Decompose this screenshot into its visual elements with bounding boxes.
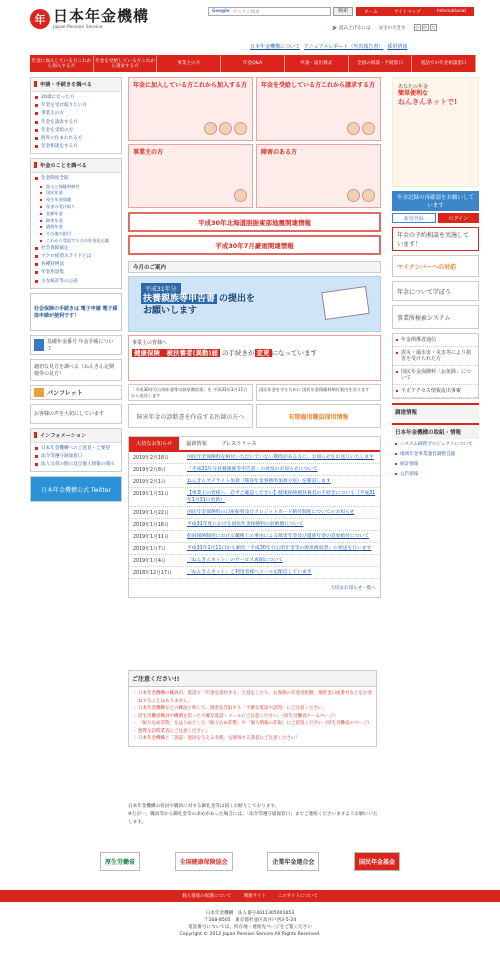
right-link[interactable]: 年金関係者通信 — [393, 334, 478, 347]
news-link[interactable]: 【事業主の皆様へ 必ずご確認ください】健康保険被扶養者の手続きについて（平成31年1月31日更新） — [187, 491, 376, 503]
withholding-slip-banner[interactable]: 「平成30年分公的年金等の源泉徴収票」を 平成31年1月11日から発送します — [128, 384, 253, 401]
audience-tiles — [128, 77, 381, 208]
privacy-link[interactable]: 個人情報の保護について — [182, 894, 232, 899]
caution-item[interactable]: ・ 日本年金機構と「誤認・混同を与える名称」を使用する業者にご注意ください！ — [132, 735, 373, 743]
logo-mark-icon: 年 — [30, 9, 50, 29]
news-date: 2019年2月8日 — [133, 468, 166, 473]
news-date: 2019年1月31日 — [133, 492, 169, 497]
annual-report-link[interactable]: アニュアルレポート（年次報告書） — [303, 44, 384, 50]
site-logo[interactable] — [30, 8, 149, 30]
search-placeholder: カスタム検索 — [232, 9, 260, 15]
sidebar-link[interactable]: 年金を受給の方 — [35, 127, 117, 135]
reservation-banner[interactable]: 年金の予約相談を実施しています！ — [392, 227, 479, 251]
monthly-guide-heading: 今月のご案内 — [128, 261, 381, 273]
gnav-item[interactable]: 電話での年金相談窓口 — [412, 55, 476, 72]
sidebar-sublink[interactable]: 国民年金 — [35, 190, 117, 197]
news-date: 2019年1月7日 — [133, 547, 166, 552]
news-row — [129, 488, 380, 507]
initiatives-section: 日本年金機構の取組・情報 システム刷新プロジェクトについて 地域年金事業運営調整会議 統計情報 公告情報 — [392, 423, 479, 479]
employer-notice-banner[interactable]: 事業主の皆様へ 健康保険 被扶養者(異動)届 の手続きが 変更 になっています — [128, 335, 381, 381]
news-link[interactable]: 「ねんきんネット」のサービス再開について — [187, 558, 283, 563]
about-site-link[interactable]: このサイトについて — [277, 894, 318, 899]
news-link[interactable]: 平成31年1月11日から順次「平成30年分公的年金等の源泉徴収票」の発送を行います — [187, 546, 372, 551]
sidebar-link[interactable]: 20歳になった方 — [35, 94, 117, 102]
gnav-item[interactable]: 年金に加入している方これから加入する方 — [30, 55, 94, 72]
news-link[interactable]: 船員保険制度における職務上の事由による障害年金及び遺族年金の追加給付について — [187, 534, 370, 539]
tile-recipients[interactable]: 年金を受給している方これから請求する方 — [256, 77, 381, 141]
right-link[interactable]: 不正アクセス情報流出事案 — [393, 385, 478, 398]
news-link[interactable]: 平成31年度における国民年金保険料の前納額について — [187, 522, 304, 527]
tile-enrollees[interactable]: 年金に加入している方これから加入する方 — [128, 77, 253, 141]
initiative-link[interactable]: システム刷新プロジェクトについて — [392, 439, 479, 449]
elderly-icon — [347, 122, 375, 135]
nenkin-net-banner[interactable]: あなたの年金 簡単便利な ねんきんネットで! — [392, 77, 479, 187]
news-row — [129, 464, 380, 476]
record-check-button[interactable]: 年金記録の再確認をお願いしています — [392, 191, 479, 211]
tile-employers[interactable]: 事業主の方 — [128, 144, 253, 208]
news-row — [129, 452, 380, 464]
procedure-box — [30, 77, 122, 154]
related-sites-link[interactable]: 関連サイト — [243, 894, 266, 899]
news-row — [129, 519, 380, 531]
sitemap-link[interactable]: サイトマップ — [394, 9, 421, 15]
sidebar-link[interactable]: 海外に住まわれる方 — [35, 135, 117, 143]
initiative-link[interactable]: 統計情報 — [392, 459, 479, 469]
news-date: 2019年1月4日 — [133, 559, 166, 564]
form-icon — [321, 286, 369, 320]
gnav-item[interactable]: 年金Q&A — [221, 55, 285, 72]
top-links — [356, 7, 474, 16]
sidebar-sublink[interactable]: 障害年金 — [35, 218, 117, 225]
font-large-button[interactable]: 大 — [431, 25, 436, 30]
sidebar-link[interactable]: 年金用語集 — [35, 269, 117, 277]
news-box — [128, 436, 381, 598]
caution-box — [128, 670, 377, 747]
news-date: 2019年1月22日 — [133, 511, 169, 516]
doctor-banner[interactable]: 障害年金の診断書を作成する医師の方へ — [128, 404, 253, 428]
tab-latest[interactable]: 最新情報 — [186, 441, 207, 447]
recruit-banner[interactable]: 有期雇用職員採用情報 — [256, 404, 381, 428]
recruit-link[interactable]: 採用情報 — [387, 44, 408, 50]
sidebar-link[interactable]: 社会保障協定 — [35, 245, 117, 253]
sidebar-sublink[interactable]: 厚生年金保険 — [35, 197, 117, 204]
sidebar-sublink[interactable]: 加入と保険料納付 — [35, 184, 117, 191]
news-date: 2019年2月1日 — [133, 480, 166, 485]
sidebar-sublink[interactable]: その他の給付 — [35, 231, 117, 238]
employer-icon — [234, 189, 247, 202]
right-links — [392, 333, 479, 399]
news-date: 2019年2月18日 — [133, 456, 169, 461]
pfa-logo[interactable]: 企業年金連合会 — [267, 852, 319, 871]
sidebar-sublink[interactable]: 遺族年金 — [35, 224, 117, 231]
wheelchair-icon — [347, 189, 375, 202]
news-link[interactable]: 「ねんきんネット」ご利用者様へメールを配信しています — [187, 570, 312, 575]
logo-subtitle: Japan Pension Service — [53, 25, 103, 30]
sidebar-link[interactable]: 法人文書の開示及び個人情報の開示 — [35, 461, 117, 469]
header — [0, 0, 500, 42]
tab-important[interactable]: 大切なお知らせ — [129, 437, 179, 450]
news-row — [129, 507, 380, 519]
sidebar-link[interactable]: 年金を受け取りたい方 — [35, 102, 117, 110]
npf-logo[interactable]: 国民年金基金 — [354, 852, 400, 871]
initiative-link[interactable]: 地域年金事業運営調整会議 — [392, 449, 479, 459]
pamphlet-banner[interactable]: パンフレット — [30, 385, 122, 400]
caution-item[interactable]: ・ 「振り込め詐欺」をはじめとした「振り込め詐欺」や「個人情報の詐取」にご留意ください（厚生労働省のページ） — [132, 720, 373, 728]
procurement-section — [392, 403, 479, 419]
sidebar-link[interactable]: 年金を請求する方 — [35, 119, 117, 127]
mhlw-logo[interactable]: 厚生労働省 — [100, 852, 140, 871]
caution-item[interactable]: ・ 悪質な訪問業者にご注意ください。 — [132, 728, 373, 736]
right-sidebar — [392, 77, 479, 479]
pension-number-banner[interactable]: 基礎年金番号 年金手帳について — [30, 335, 122, 355]
mynumber-banner[interactable]: マイナンバーへの対応 — [392, 255, 479, 277]
news-row — [129, 543, 380, 555]
font-small-button[interactable]: 小 — [415, 25, 420, 30]
news-date: 2019年1月11日 — [133, 535, 169, 540]
search-button[interactable]: 検索 — [333, 7, 353, 16]
international-link[interactable]: International — [437, 9, 466, 14]
book-icon — [34, 388, 44, 397]
news-row — [129, 476, 380, 488]
info-box — [30, 428, 122, 473]
premium-notice-banner[interactable]: 国民年金を守るために 国民年金保険料納付案内を送ります — [256, 384, 381, 401]
sidebar-sublink[interactable]: 年金の受け取り — [35, 204, 117, 211]
about-link[interactable]: 日本年金機構について — [250, 44, 300, 50]
left-sidebar — [30, 77, 122, 506]
flood-info-link[interactable]: 平成30年7月豪雨関連情報 — [128, 235, 381, 255]
office-search-banner[interactable]: 事業所検索システム — [392, 305, 479, 329]
google-label: Google — [212, 9, 230, 14]
gnav-item[interactable]: 年金を受給している方これから請求する方 — [94, 55, 158, 72]
font-size-label: 文字の大きさ — [378, 25, 406, 31]
news-row — [129, 531, 380, 543]
caution-item[interactable]: ・ 厚生労働省職員や機関を装った不審な電話・メールにご注意ください。（厚生労働省ホームページ） — [132, 713, 373, 721]
sidebar-link[interactable]: 各種特例法 — [35, 261, 117, 269]
news-link[interactable]: 「平成31年分扶養親族等申告書」の再度のお知らせについて — [187, 467, 318, 472]
news-date: 2018年12月17日 — [133, 571, 172, 576]
news-more-link[interactable]: 大切なお知らせ一覧へ — [330, 586, 376, 591]
tile-disabled[interactable]: 障害のある方 — [256, 144, 381, 208]
footer-links — [0, 890, 500, 902]
section-heading: 申請・手続きを調べる — [31, 78, 121, 92]
gift-notice: 日本年金機構の役員や職員に対する御礼金等は固くお断りしております。 ※万が一、職員等から御礼金等の求めがあった場合には、「法令等遵守通報窓口」までご連絡くださいますようお願いいたします。 — [128, 804, 378, 825]
people-icon — [204, 122, 247, 135]
tab-press[interactable]: プレスリリース — [220, 441, 257, 447]
sidebar-link[interactable]: 事業主の方 — [35, 110, 117, 118]
home-link[interactable]: ホーム — [364, 9, 378, 15]
main-content — [128, 77, 381, 598]
right-link[interactable]: 国民年金保険料「お免除」について — [393, 366, 478, 385]
accessibility-bar — [332, 24, 437, 31]
earthquake-info-link[interactable]: 平成30年北海道胆振東部地震関連情報 — [128, 212, 381, 232]
sidebar-link[interactable]: 年金制度全般 — [35, 175, 117, 183]
sub-links — [250, 43, 407, 50]
caution-item[interactable]: ・ 日本年金機構の職員が、電話で「年金を還付する」と話をしたり、お客様の年金受給額、預貯金口座番号などをお尋ねすることはありません。 — [132, 690, 373, 705]
sidebar-sublink[interactable]: これから受給する方の年金見込額 — [35, 238, 117, 245]
sidebar-link[interactable]: マクロ経済スライドとは — [35, 253, 117, 261]
login-button[interactable]: ログイン — [438, 213, 480, 223]
twitter-banner[interactable]: 日本年金機構公式 Twitter — [30, 476, 122, 502]
global-nav — [30, 55, 476, 72]
news-date: 2019年1月18日 — [133, 523, 169, 528]
caution-item[interactable]: ・ 日本年金機構などの職員と称して、現金を詐取する「不審な電話や訪問」にご注意ください。 — [132, 705, 373, 713]
search-input[interactable] — [208, 7, 331, 16]
news-link[interactable]: 国民年金保険料を納付いただいていない期間がある方に、お知らせをお送りいたします — [187, 455, 374, 460]
initiative-link[interactable]: 公告情報 — [392, 469, 479, 479]
right-link[interactable]: 震災・風水害・災害等により損害を受けられた方 — [393, 347, 478, 366]
news-row — [129, 555, 380, 567]
dependents-form-banner[interactable]: 平成31年分 扶養親族等申告書 の提出を お願いします — [128, 276, 381, 332]
section-heading: インフォメーション — [31, 429, 121, 443]
logo-title: 日本年金機構 — [53, 7, 150, 25]
learn-banner[interactable]: 年金について学ぼう — [392, 281, 479, 301]
statement-banner[interactable]: 適切な見方を調べる（ねんきん定期便等の見方） — [30, 359, 122, 381]
pension-info-box — [30, 158, 122, 288]
notebook-icon — [34, 339, 44, 351]
sidebar-link[interactable]: 法令等遵守通報窓口 — [35, 453, 117, 461]
gnav-item[interactable]: 事業主の方 — [157, 55, 221, 72]
news-link[interactable]: 国民年金保険料の口座振替及びクレジットカード納付制度についてのお知らせ — [187, 510, 355, 515]
gnav-item[interactable]: 申請・届出様式 — [285, 55, 349, 72]
procurement-link[interactable]: 調達情報 — [392, 405, 479, 419]
news-row — [129, 567, 380, 579]
kyokai-logo[interactable]: 全国健康保険協会 — [175, 852, 233, 871]
section-heading: 年金のことを調べる — [31, 159, 121, 173]
font-medium-button[interactable]: 中 — [423, 25, 428, 30]
sidebar-link[interactable]: 日本年金機構へのご意見・ご要望 — [35, 445, 117, 453]
related-logos — [100, 852, 400, 871]
register-button[interactable]: 新規登録 — [392, 213, 436, 223]
caution-heading: ご注意ください!! — [129, 671, 376, 687]
sidebar-link[interactable]: 主な統計等の公表 — [35, 278, 117, 286]
customer-voice-banner[interactable]: お客様の声を大切にしています — [30, 404, 122, 424]
sidebar-link[interactable]: 年金相談をする方 — [35, 143, 117, 151]
footer: 日本年金機構 法人番号4011305001653 〒168-8505 東京都杉並区高井戸西3-5-24 電話番号については、所在地・連絡先ページをご覧ください Copyright © 2012 Japan Pension Service All Rights Reserved. — [179, 911, 321, 937]
gnav-item[interactable]: 全国の相談・手続窓口 — [349, 55, 413, 72]
e-application-banner[interactable]: 社会保険の手続きは 電子申請 電子媒体申請が便利です！ — [30, 293, 122, 331]
speak-button[interactable]: 🔊 読み上げるには — [332, 25, 371, 31]
sidebar-sublink[interactable]: 老齢年金 — [35, 211, 117, 218]
news-link[interactable]: ねんきんサテライト加須（熊谷年金事務所加須分室）を開設します — [187, 479, 331, 484]
